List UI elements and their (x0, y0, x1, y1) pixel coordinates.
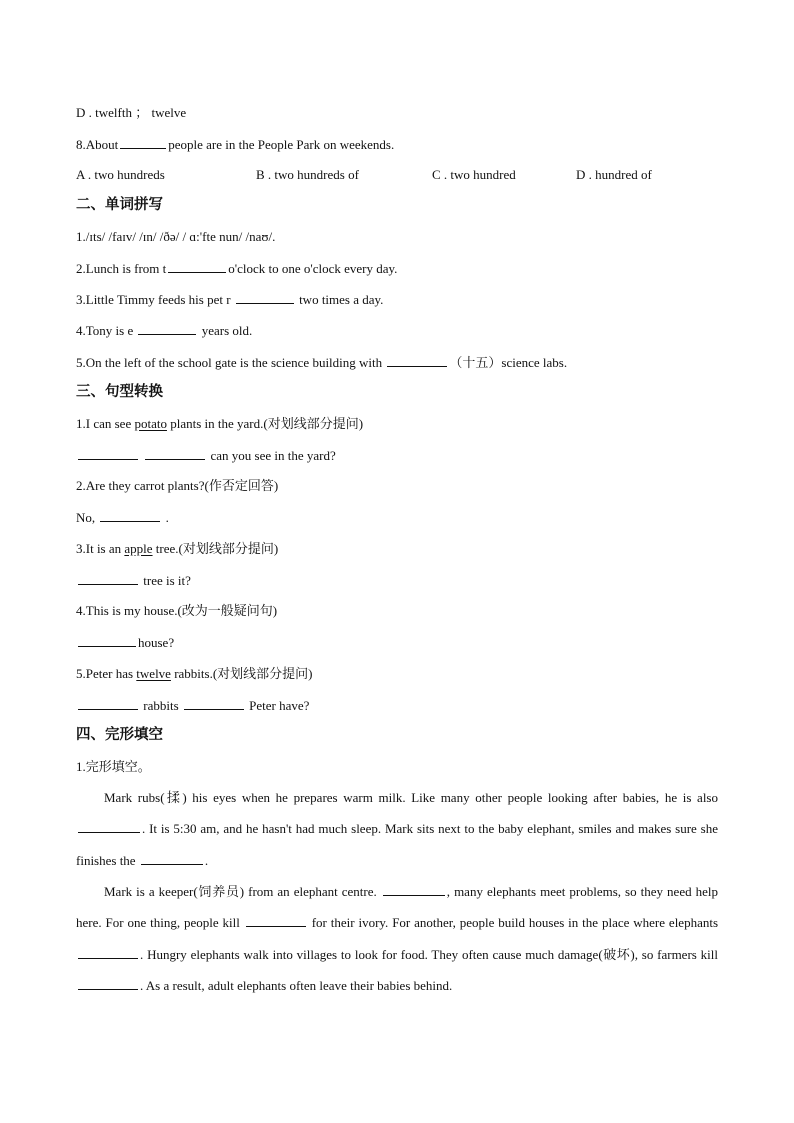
q8-suffix: people are in the People Park on weekends. (168, 137, 395, 152)
s2-q5-prefix: 5.On the left of the school gate is the science building with (76, 355, 383, 370)
cloze-p1-b: . It is 5:30 am, and he hasn't had much sleep. Mark sits next to the baby elephant, smiles and makes sure she finishes the (76, 821, 718, 868)
cloze-p2-e: . As a result, adult elephants often leave their babies behind. (140, 977, 453, 993)
s2-q4-blank[interactable] (138, 322, 196, 335)
s3-q3-ans-text: tree is it? (143, 573, 191, 588)
s3-q5-answer (76, 697, 309, 714)
q8-option-a: A . two hundreds (76, 167, 165, 182)
cloze-paragraph-2 (76, 876, 718, 1001)
cloze-p1-a: Mark rubs(揉) his eyes when he prepares warm milk. Like many other people looking after babies, he is also (104, 790, 718, 805)
s3-q5-b: rabbits.(对划线部分提问) (174, 666, 313, 681)
cloze-blank-3[interactable] (383, 883, 445, 896)
cloze-blank-4[interactable] (246, 914, 306, 927)
s3-q4-ans-text: house? (138, 635, 175, 650)
s3-q3-answer (76, 572, 191, 589)
s3-q1-b: plants in the yard.(对划线部分提问) (170, 416, 364, 431)
s3-q5-blank-2[interactable] (184, 697, 244, 710)
s3-q4-blank[interactable] (78, 634, 136, 647)
s2-q3 (76, 291, 383, 308)
s3-q1-answer (76, 447, 336, 464)
q8-option-d: D . hundred of (576, 167, 652, 182)
s3-q5-underlined: twelve (136, 666, 171, 681)
s2-q4-suffix: years old. (201, 323, 253, 338)
cloze-p2-d: . Hungry elephants walk into villages to look for food. They often cause much damage(破坏), so farmers kill (140, 946, 718, 962)
q8-prefix: 8.About (76, 137, 119, 152)
s3-q4-answer (76, 634, 174, 651)
s3-q1-underlined: potato (134, 416, 167, 431)
s3-q5-ans-end: Peter have? (249, 698, 310, 713)
s2-q2-blank[interactable] (168, 260, 226, 273)
s3-q1-ans-text: can you see in the yard? (210, 448, 336, 463)
cloze-paragraph-1 (76, 782, 718, 876)
s3-q3-underlined: apple (124, 541, 153, 556)
s3-q5 (76, 666, 313, 682)
section3-title: 三、句型转换 (76, 384, 163, 400)
s3-q1 (76, 416, 363, 432)
s2-q5-suffix: （十五）science labs. (449, 355, 568, 370)
s2-q2-prefix: 2.Lunch is from t (76, 261, 167, 276)
s2-q3-suffix: two times a day. (299, 292, 384, 307)
cloze-p2-a: Mark is a keeper(饲养员) from an elephant centre. (104, 884, 377, 899)
s2-q3-prefix: 3.Little Timmy feeds his pet r (76, 292, 231, 307)
s3-q3-a: 3.It is an (76, 541, 122, 556)
s3-q3-b: tree.(对划线部分提问) (155, 541, 279, 556)
section4-title: 四、完形填空 (76, 727, 163, 743)
s3-q2-ans-prefix: No, (76, 510, 96, 525)
cloze-p2-c: for their ivory. For another, people build houses in the place where elephants (311, 915, 719, 931)
s3-q5-ans-mid: rabbits (143, 698, 179, 713)
s3-q2-answer (76, 509, 169, 526)
s3-q4: 4.This is my house.(改为一般疑问句) (76, 603, 278, 618)
q8-blank[interactable] (120, 136, 166, 149)
cloze-blank-6[interactable] (78, 977, 138, 990)
s2-q5 (76, 354, 567, 371)
s3-q5-blank-1[interactable] (78, 697, 138, 710)
cloze-p1-c: . (204, 852, 209, 868)
s2-q4 (76, 322, 252, 339)
s2-q3-blank[interactable] (236, 291, 294, 304)
s3-q3-blank[interactable] (78, 572, 138, 585)
s2-q5-blank[interactable] (387, 354, 447, 367)
cloze-blank-1[interactable] (78, 820, 140, 833)
cloze-blank-2[interactable] (141, 852, 203, 865)
q8-option-b: B . two hundreds of (256, 167, 359, 182)
cloze-blank-5[interactable] (78, 946, 138, 959)
cloze-p2-b: , many elephants meet problems, so they need help here. For one thing, people kill (76, 884, 718, 931)
s2-q2-suffix: o'clock to one o'clock every day. (228, 261, 398, 276)
s3-q2: 2.Are they carrot plants?(作否定回答) (76, 478, 279, 493)
s3-q1-blank-2[interactable] (145, 447, 205, 460)
s3-q5-a: 5.Peter has (76, 666, 134, 681)
s2-q2 (76, 260, 397, 277)
s3-q1-blank-1[interactable] (78, 447, 138, 460)
q8-question (76, 136, 394, 153)
s4-q1: 1.完形填空。 (76, 759, 151, 774)
s2-q1: 1./ɪts/ /faɪv/ /ɪn/ /ðə/ / ɑ:'fte nun/ /naʊ/. (76, 229, 276, 244)
section2-title: 二、单词拼写 (76, 197, 163, 213)
q7-option-d: D . twelfth ； twelve (76, 105, 187, 120)
q8-option-c: C . two hundred (432, 167, 516, 182)
s3-q2-blank[interactable] (100, 509, 160, 522)
s3-q3 (76, 541, 278, 557)
s3-q2-ans-suffix: . (165, 510, 169, 525)
s3-q1-a: 1.I can see (76, 416, 132, 431)
s2-q4-prefix: 4.Tony is e (76, 323, 134, 338)
